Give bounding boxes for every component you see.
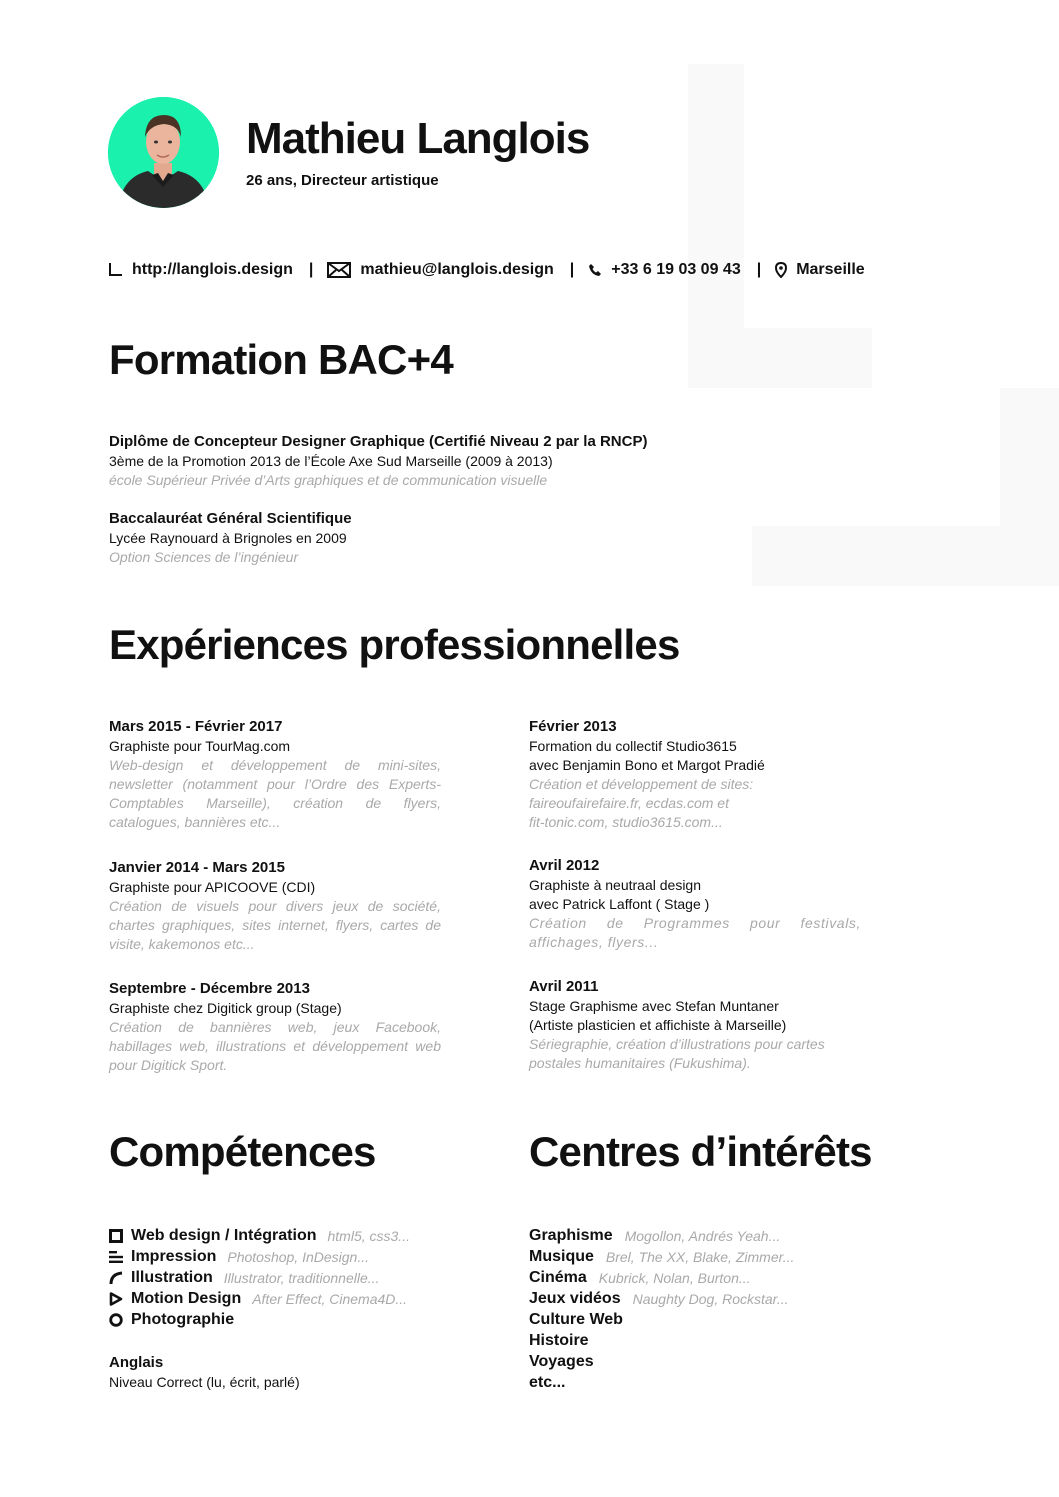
interest-detail: Kubrick, Nolan, Burton...	[598, 1269, 751, 1286]
interest-item	[529, 1372, 949, 1393]
education-detail: école Supérieur Privée d’Arts graphiques et de communication visuelle	[109, 472, 548, 488]
experience-item	[109, 979, 441, 1075]
interest-detail: Mogollon, Andrés Yeah...	[624, 1227, 781, 1244]
interest-item	[529, 1351, 949, 1372]
experience-date: Janvier 2014 - Mars 2015	[109, 859, 285, 876]
interest-item	[529, 1309, 949, 1330]
language-name: Anglais	[109, 1354, 164, 1371]
education-title: Baccalauréat Général Scientifique	[109, 510, 352, 527]
experience-date: Septembre - Décembre 2013	[109, 980, 310, 997]
skills-list	[109, 1225, 509, 1330]
skill-detail: html5, css3...	[327, 1227, 410, 1244]
education-line: 3ème de la Promotion 2013 de l’École Axe Sud Marseille (2009 à 2013)	[109, 453, 553, 469]
experience-role: Graphiste pour TourMag.com	[109, 738, 291, 754]
experiences-heading: Expériences professionnelles	[109, 621, 680, 668]
contact-row	[109, 258, 865, 282]
website-link[interactable]: http://langlois.design	[132, 261, 293, 278]
experience-desc: fit-tonic.com, studio3615.com...	[529, 814, 723, 830]
experience-role: Graphiste à neutraal design	[529, 877, 701, 893]
email-link[interactable]: mathieu@langlois.design	[360, 261, 554, 278]
interest-item	[529, 1267, 949, 1288]
experience-item	[109, 858, 441, 954]
education-detail: Option Sciences de l’ingénieur	[109, 549, 299, 565]
experience-desc: Création de Programmes pour festivals, affichages, flyers...	[529, 915, 861, 950]
align-lines-icon	[109, 1250, 123, 1264]
language-block	[109, 1353, 300, 1392]
skill-item	[109, 1267, 509, 1288]
experience-item	[529, 717, 861, 832]
person-name: Mathieu Langlois	[246, 114, 590, 163]
interest-name: Culture Web	[529, 1310, 623, 1328]
phone-icon	[588, 263, 602, 277]
experience-role: Graphiste chez Digitick group (Stage)	[109, 1000, 342, 1016]
experience-desc: Création de visuels pour divers jeux de société, chartes graphiques, sites internet, flyers, cartes de visite, kakemonos etc...	[109, 898, 441, 952]
experience-desc: Sériegraphie, création d’illustrations pour cartes	[529, 1036, 825, 1052]
interests-list	[529, 1225, 949, 1393]
avatar	[108, 97, 219, 208]
mail-icon	[327, 262, 351, 278]
interest-name: Musique	[529, 1247, 594, 1265]
interest-item	[529, 1246, 949, 1267]
experience-role: Graphiste pour APICOOVE (CDI)	[109, 879, 316, 895]
competences-heading: Compétences	[109, 1128, 376, 1175]
experience-role-detail: (Artiste plasticien et affichiste à Marseille)	[529, 1017, 787, 1033]
skill-detail: After Effect, Cinema4D...	[252, 1290, 408, 1307]
square-icon	[109, 1229, 123, 1243]
separator: |	[756, 261, 762, 278]
skill-name: Illustration	[131, 1268, 213, 1286]
experience-date: Avril 2012	[529, 857, 600, 874]
education-line: Lycée Raynouard à Brignoles en 2009	[109, 530, 347, 546]
experience-date: Avril 2011	[529, 978, 599, 995]
skill-item	[109, 1288, 509, 1309]
skill-item	[109, 1246, 509, 1267]
skill-item	[109, 1309, 509, 1330]
interest-detail: Brel, The XX, Blake, Zimmer...	[605, 1248, 795, 1265]
education-item	[109, 432, 749, 490]
skill-item	[109, 1225, 509, 1246]
interest-item	[529, 1225, 949, 1246]
skill-name: Photographie	[131, 1310, 235, 1328]
watermark-l-shape	[688, 328, 872, 388]
experience-role: Formation du collectif Studio3615	[529, 738, 737, 754]
interest-name: etc...	[529, 1373, 566, 1391]
experience-desc: Web-design et développement de mini-sites, newsletter (notamment pour l’Ordre des Experts-Comptables Marseille), création de flyers, catalogues, bannières etc...	[109, 757, 441, 830]
interests-heading: Centres d’intérêts	[529, 1128, 872, 1175]
interest-item	[529, 1288, 949, 1309]
experience-role-detail: avec Patrick Laffont ( Stage )	[529, 896, 710, 912]
separator: |	[308, 261, 314, 278]
interest-name: Graphisme	[529, 1226, 613, 1244]
interest-name: Jeux vidéos	[529, 1289, 621, 1307]
experience-item	[529, 856, 861, 952]
skill-detail: Photoshop, InDesign...	[227, 1248, 370, 1265]
interest-name: Histoire	[529, 1331, 589, 1349]
experience-desc: postales humanitaires (Fukushima).	[529, 1055, 751, 1071]
location-pin-icon	[775, 262, 787, 278]
experience-role-detail: avec Benjamin Bono et Margot Pradié	[529, 757, 765, 773]
skill-name: Web design / Intégration	[131, 1226, 317, 1244]
circle-icon	[109, 1313, 123, 1327]
play-icon	[109, 1292, 123, 1306]
experience-item	[529, 977, 861, 1073]
skill-detail: Illustrator, traditionnelle...	[223, 1269, 380, 1286]
city: Marseille	[796, 261, 865, 278]
website-icon	[109, 262, 123, 278]
person-subtitle: 26 ans, Directeur artistique	[246, 172, 439, 189]
separator: |	[569, 261, 575, 278]
skill-name: Motion Design	[131, 1289, 242, 1307]
education-item	[109, 509, 749, 567]
experience-role: Stage Graphisme avec Stefan Muntaner	[529, 998, 779, 1014]
interest-detail: Naughty Dog, Rockstar...	[632, 1290, 789, 1307]
education-title: Diplôme de Concepteur Designer Graphique (Certifié Niveau 2 par la RNCP)	[109, 433, 648, 450]
experience-desc: Création de bannières web, jeux Facebook, habillages web, illustrations et développement web pour Digitick Sport.	[109, 1019, 441, 1073]
portrait-photo	[108, 97, 219, 208]
formation-heading: Formation BAC+4	[109, 336, 453, 383]
interest-name: Voyages	[529, 1352, 594, 1370]
experience-desc: faireoufairefaire.fr, ecdas.com et	[529, 795, 729, 811]
skill-name: Impression	[131, 1247, 217, 1265]
experience-date: Mars 2015 - Février 2017	[109, 718, 283, 735]
experience-item	[109, 717, 441, 832]
experience-date: Février 2013	[529, 718, 617, 735]
curve-icon	[109, 1271, 123, 1285]
interest-name: Cinéma	[529, 1268, 587, 1286]
language-level: Niveau Correct (lu, écrit, parlé)	[109, 1374, 300, 1390]
watermark-l-shape	[752, 526, 1059, 586]
phone-number[interactable]: +33 6 19 03 09 43	[611, 261, 741, 278]
interest-item	[529, 1330, 949, 1351]
experience-desc: Création et développement de sites:	[529, 776, 754, 792]
